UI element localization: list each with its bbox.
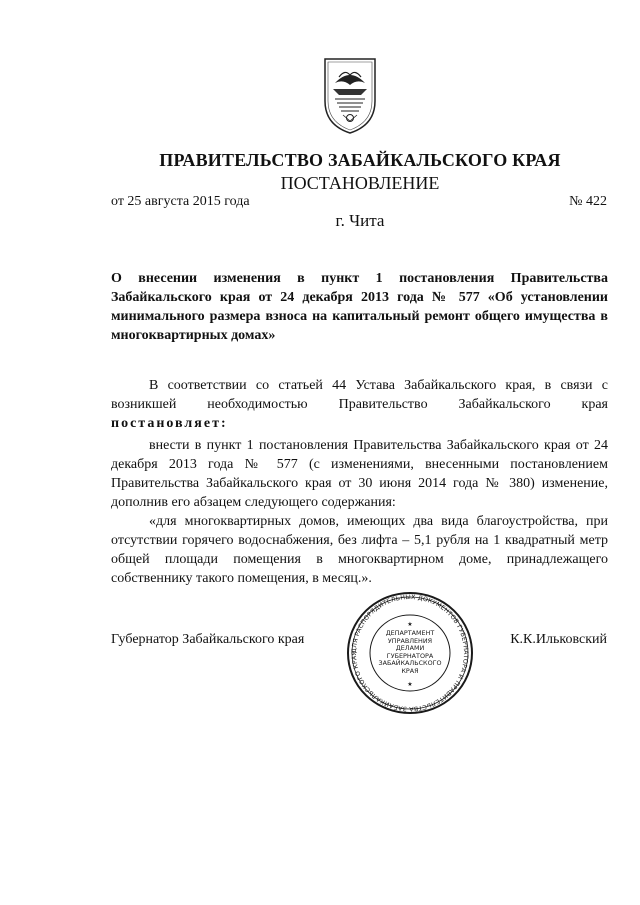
body-paragraph-1: внести в пункт 1 постановления Правительства Забайкальского края от 24 декабря 2013 года № 577 (с изменениями, внесенными постановлением Правительства Забайкальского края от 30 июня 2014 года № 380) изменение, дополнив его абзацем следующего содержания: (111, 438, 608, 510)
document-subject: О внесении изменения в пункт 1 постановления Правительства Забайкальского края от 24 декабря 2013 года № 577 «Об установлении минимального размера взноса на капитальный ремонт общего имущества в многоквартирных домах» (111, 271, 608, 343)
stamp-ring-text: ДЛЯ РАСПОРЯДИТЕЛЬНЫХ ДОКУМЕНТОВ ГУБЕРНАТОРА И ПРАВИТЕЛЬСТВА ЗАБАЙКАЛЬСКОГО КРАЯ (350, 593, 470, 713)
preamble-paragraph (111, 376, 608, 433)
document-city: г. Чита (335, 211, 385, 230)
signatory-title: Губернатор Забайкальского края (111, 632, 305, 647)
preamble-text: В соответствии со статьей 44 Устава Забайкальского края, в связи с возникшей необходимостью Правительство Забайкальского края (111, 378, 608, 412)
decides-word: постановляет: (111, 416, 228, 431)
body-paragraph-2: «для многоквартирных домов, имеющих два вида благоустройства, при отсутствии горячего водоснабжения, без лифта – 5,1 рубля на 1 квадратный метр общей площади помещения в многоквартирном доме, принадлежащего собственнику такого помещения, в месяц.». (111, 514, 608, 586)
svg-text:★: ★ (407, 621, 413, 628)
official-seal-icon (340, 588, 480, 718)
svg-text:★: ★ (407, 681, 413, 688)
document-date: от 25 августа 2015 года (111, 194, 250, 209)
stamp-center-text: ДЕПАРТАМЕНТ УПРАВЛЕНИЯ ДЕЛАМИ ГУБЕРНАТОРА ЗАБАЙКАЛЬСКОГО КРАЯ (378, 630, 442, 675)
document-number: № 422 (569, 194, 607, 209)
signatory-name: К.К.Ильковский (510, 632, 607, 647)
organization-title: ПРАВИТЕЛЬСТВО ЗАБАЙКАЛЬСКОГО КРАЯ (159, 150, 561, 170)
document-type: ПОСТАНОВЛЕНИЕ (280, 173, 440, 193)
coat-of-arms-emblem-icon (295, 55, 405, 135)
